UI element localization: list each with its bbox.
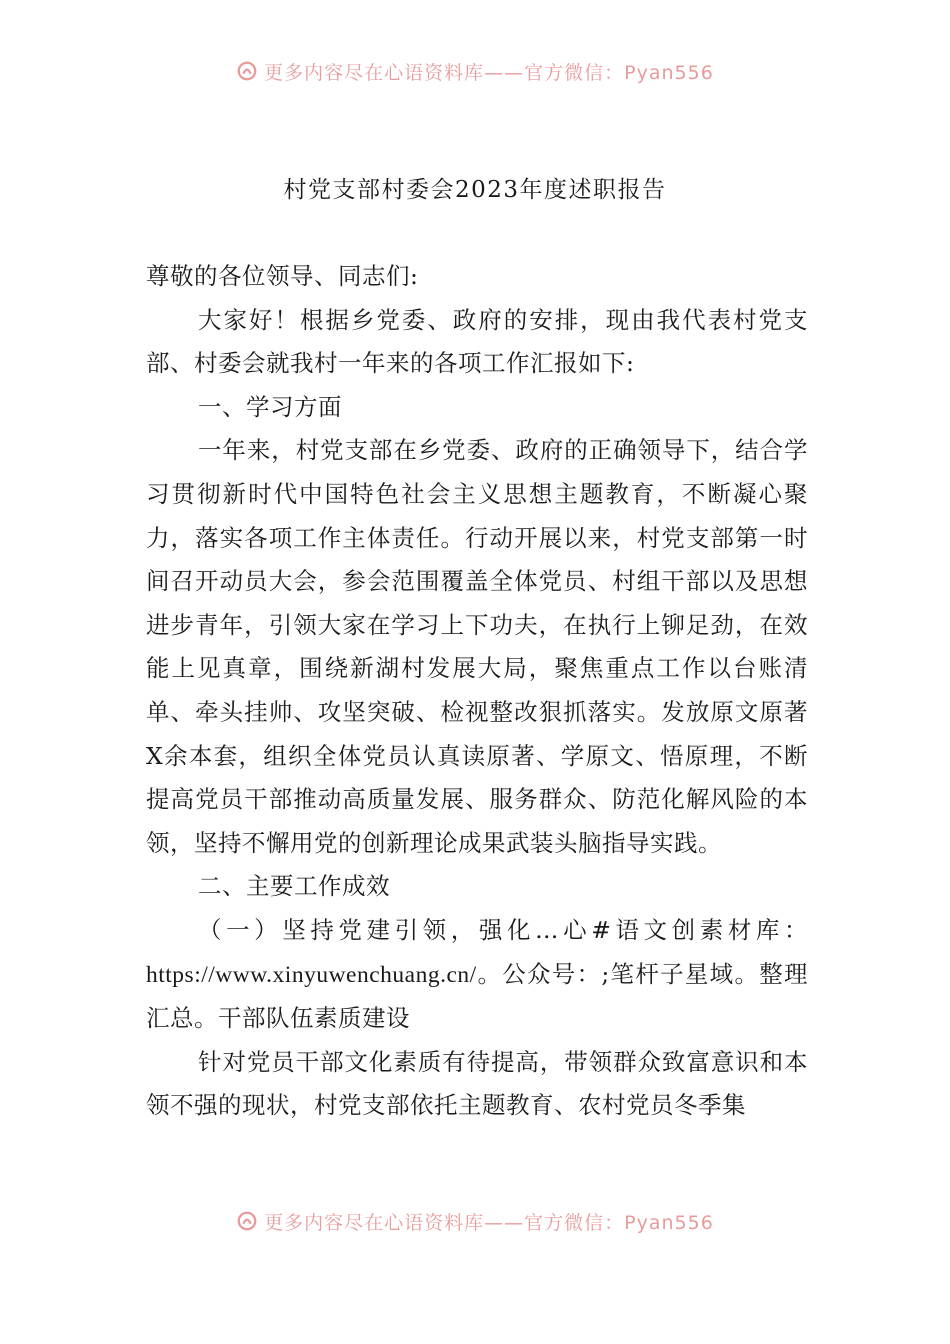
logo-icon xyxy=(236,1210,258,1232)
watermark-text: 更多内容尽在心语资料库——官方微信：Pyan556 xyxy=(264,1211,714,1234)
study-paragraph: 一年来，村党支部在乡党委、政府的正确领导下，结合学习贯彻新时代中国特色社会主义思想主题教育，不断凝心聚力，落实各项工作主体责任。行动开展以来，村党支部第一时间召开动员大会，参会范围覆盖全体党员、村组干部以及思想进步青年，引领大家在学习上下功夫，在执行上铆足劲，在效能上见真章，围绕新湖村发展大局，聚焦重点工作以台账清单、牵头挂帅、攻坚突破、检视整改狠抓落实。发放原文原著X余本套，组织全体党员认真读原著、学原文、悟原理，不断提高党员干部推动高质量发展、服务群众、防范化解风险的本领，坚持不懈用党的创新理论成果武装头脑指导实践。 xyxy=(146,436,808,857)
heading-achievements: 二、主要工作成效 xyxy=(198,872,390,901)
section1-paragraph xyxy=(146,909,808,1041)
watermark-text: 更多内容尽在心语资料库——官方微信：Pyan556 xyxy=(264,61,714,84)
document-title: 村党支部村委会2023年度述职报告 xyxy=(283,177,667,203)
watermark-footer xyxy=(0,1206,950,1236)
logo-icon xyxy=(236,60,258,82)
section1-url: https://www.xinyuwenchuang.cn/ xyxy=(146,961,477,988)
heading-study: 一、学习方面 xyxy=(198,392,342,421)
section1-prefix: （一）坚持党建引领，强化…心#语文创素材库： xyxy=(198,915,808,944)
section1-suffix: 。公众号：;笔杆子星域。整理汇总。干部队伍素质建设 xyxy=(146,959,808,1033)
watermark-header xyxy=(0,56,950,86)
last-paragraph: 针对党员干部文化素质有待提高，带领群众致富意识和本领不强的现状，村党支部依托主题教育、农村党员冬季集 xyxy=(146,1047,808,1120)
salutation-paragraph: 尊敬的各位领导、同志们: xyxy=(146,262,419,290)
intro-paragraph: 大家好！根据乡党委、政府的安排，现由我代表村党支部、村委会就我村一年来的各项工作汇报如下: xyxy=(146,305,808,378)
document-body xyxy=(146,255,808,1128)
